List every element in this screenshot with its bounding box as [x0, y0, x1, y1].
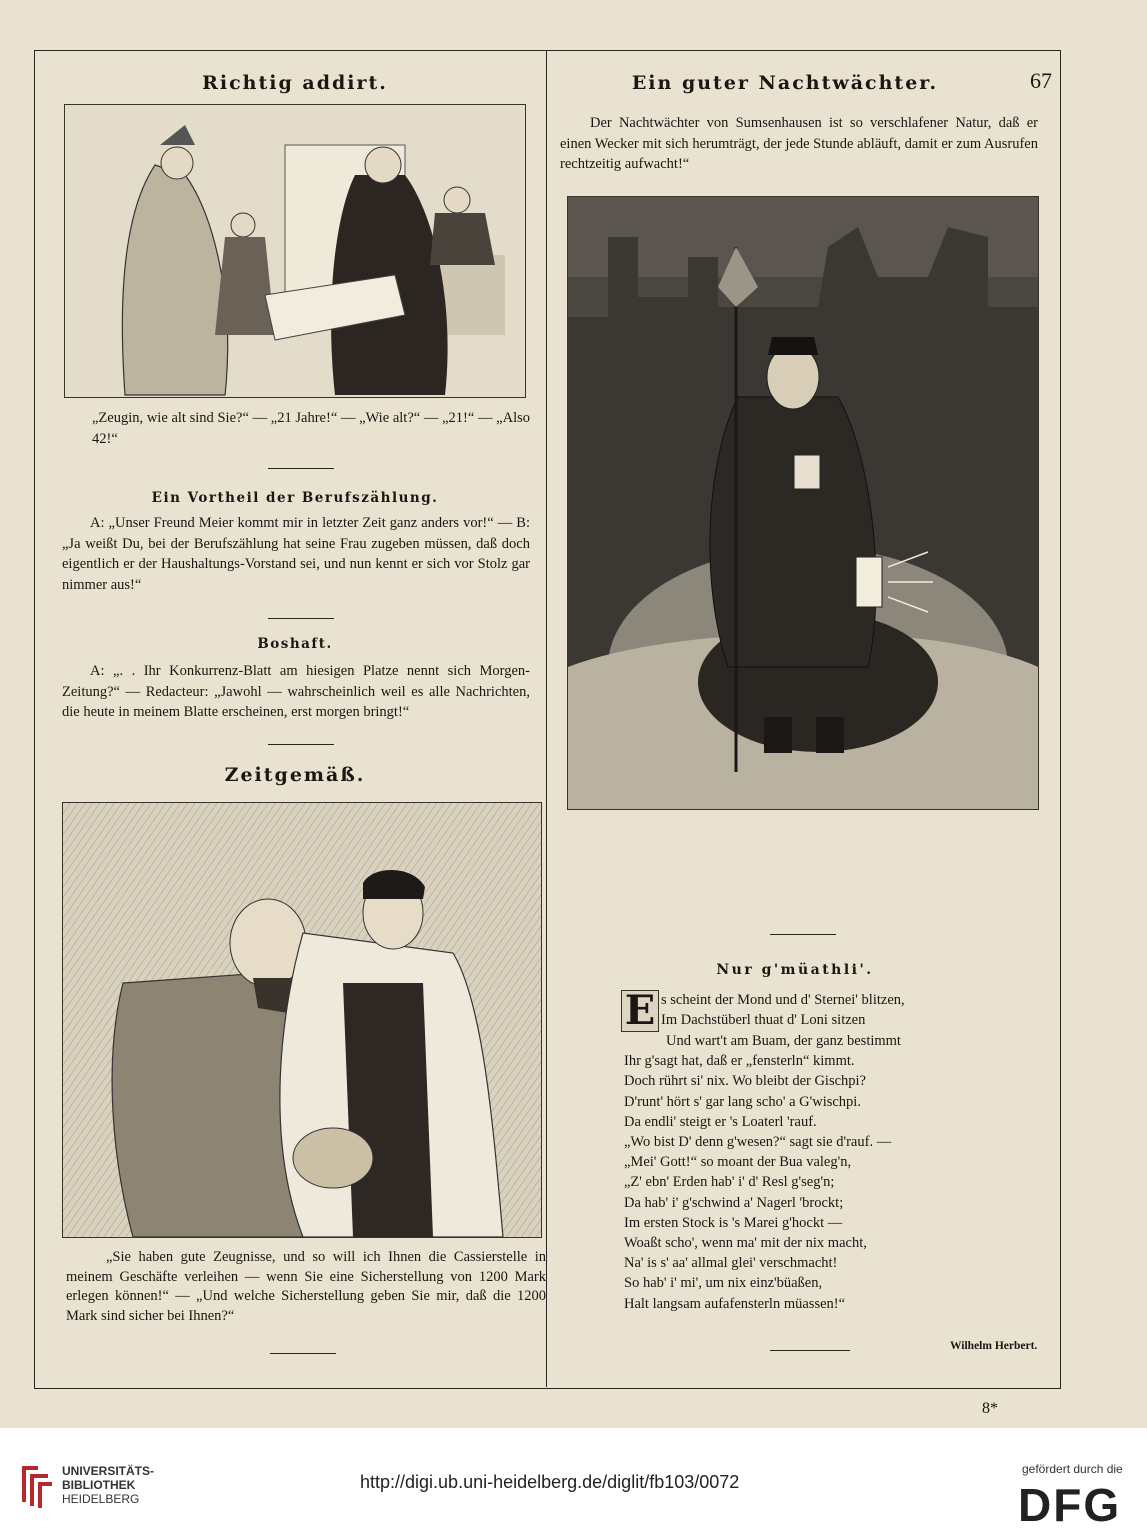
poem-line: „Z' ebn' Erden hab' i' d' Resl g'seg'n;: [624, 1174, 835, 1191]
poem-line: Und wart't am Buam, der ganz bestimmt: [666, 1033, 901, 1049]
zeitgemaess-title: Zeitgemäß.: [224, 764, 366, 786]
zeitgemaess-paragraph: „Sie haben gute Zeugnisse, und so will ich Ihnen die Cassierstelle in meinem Geschäfte verleihen — wenn Sie eine Sicherstellung von 1200 Mark erlegen können!“ — „Und welche Sicherstellung geben Sie mir, daß die 1200 Mark sind sicher bei Ihnen?“: [66, 1249, 546, 1324]
night-watchman-illustration: [567, 196, 1039, 810]
poem-line: Im ersten Stock is 's Marei g'hockt —: [624, 1214, 843, 1231]
poem-line: „Wo bist D' denn g'wesen?“ sagt sie d'rauf. —: [624, 1134, 892, 1151]
funding-note: gefördert durch die: [1022, 1462, 1123, 1476]
permalink-url[interactable]: http://digi.ub.uni-heidelberg.de/diglit/fb103/0072: [360, 1472, 740, 1492]
poem-line: Ihr g'sagt hat, daß er „fensterln“ kimmt.: [624, 1053, 855, 1070]
nachtwaechter-paragraph: Der Nachtwächter von Sumsenhausen ist so verschlafener Natur, daß er einen Wecker mit sich herumträgt, der jede Stunde abläuft, damit er zum Ausrufen rechtzeitig aufwacht!“: [560, 115, 1038, 172]
boshaft-paragraph: A: „. . Ihr Konkurrenz-Blatt am hiesigen Platze nennt sich Morgen-Zeitung?“ — Redacteur: „Jawohl — wahrscheinlich weil es alle Nachrichten, die heute in meinem Blatte erscheinen, erst morgen bringt!“: [62, 663, 530, 720]
poem-dropcap: E: [621, 990, 659, 1032]
poem-line: Halt langsam aufafensterln müassen!“: [624, 1295, 846, 1312]
library-name: [62, 1464, 154, 1506]
vortheil-paragraph: A: „Unser Freund Meier kommt mir in letzter Zeit ganz anders vor!“ — B: „Ja weißt Du, bei der Berufszählung hat seine Frau zugeben müssen, daß doch eigentlich er der Haushaltungs-Vorstand sei, und nun kennt er sich vor Stolz gar nimmer aus!“: [62, 515, 530, 593]
dfg-logo: DFG: [1018, 1479, 1122, 1531]
library-name-line: BIBLIOTHEK: [62, 1478, 136, 1492]
divider: [770, 934, 836, 935]
divider: [268, 744, 334, 745]
library-name-line: HEIDELBERG: [62, 1492, 140, 1506]
library-name-line: UNIVERSITÄTS-: [62, 1464, 155, 1478]
poem-line: Woaßt scho', wenn ma' mit der nix macht,: [624, 1235, 867, 1252]
poem-line: Im Dachstüberl thuat d' Loni sitzen: [661, 1012, 866, 1029]
vortheil-title: Ein Vortheil der Berufszählung.: [151, 490, 439, 506]
poem-line: So hab' i' mi', um nix einz'büaßen,: [624, 1275, 823, 1292]
divider: [268, 618, 334, 619]
divider: [270, 1353, 336, 1354]
poem-line: Da endli' steigt er 's Loaterl 'rauf.: [624, 1113, 817, 1130]
boshaft-text: [62, 661, 530, 723]
poem-author: Wilhelm Herbert.: [950, 1340, 1038, 1352]
library-logo-icon: [18, 1462, 54, 1510]
two-men-illustration: [62, 802, 542, 1238]
boshaft-title: Boshaft.: [257, 636, 333, 652]
courtroom-illustration: [64, 104, 526, 398]
richtig-text: [92, 408, 530, 449]
poem-line: s scheint der Mond und d' Sternei' blitzen,: [661, 992, 905, 1008]
nachtwaechter-text: [560, 113, 1038, 175]
divider: [268, 468, 334, 469]
poem-lines: [624, 1031, 901, 1314]
poem-line: „Mei' Gott!“ so moant der Bua valeg'n,: [624, 1154, 852, 1171]
divider: [770, 1350, 850, 1351]
column-divider: [546, 50, 547, 1387]
poem-line: Na' is s' aa' allmal glei' verschmacht!: [624, 1255, 838, 1272]
poem-line: Doch rührt si' nix. Wo bleibt der Gischpi?: [624, 1073, 866, 1090]
richtig-paragraph: „Zeugin, wie alt sind Sie?“ — „21 Jahre!“ — „Wie alt?“ — „21!“ — „Also 42!“: [92, 410, 530, 447]
poem-title: Nur g'müathli'.: [716, 962, 874, 978]
vortheil-text: [62, 513, 530, 595]
nachtwaechter-title: Ein guter Nachtwächter.: [631, 72, 939, 94]
poem-line: Da hab' i' g'schwind a' Nagerl 'brockt;: [624, 1194, 844, 1211]
poem-lines-top: [661, 990, 905, 1030]
richtig-title: Richtig addirt.: [202, 72, 388, 94]
folio-mark: 8*: [982, 1400, 998, 1417]
poem-line: D'runt' hört s' gar lang scho' a G'wischpi.: [624, 1093, 861, 1110]
zeitgemaess-text: [66, 1248, 546, 1326]
page-number: 67: [1030, 68, 1052, 93]
